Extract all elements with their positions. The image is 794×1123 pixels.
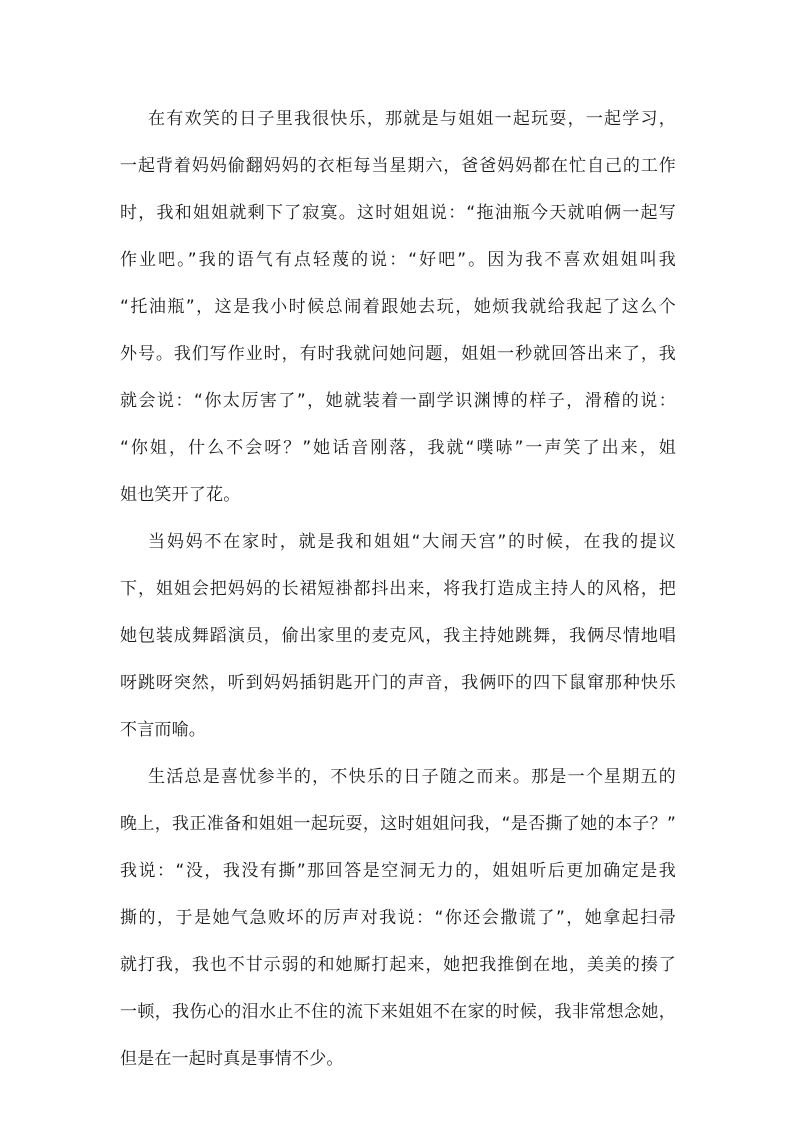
text-line: 时，我和姐姐就剩下了寂寞。这时姐姐说：“拖油瓶今天就咱俩一起写 bbox=[120, 203, 676, 223]
text-line: 晚上，我正准备和姐姐一起玩耍，这时姐姐问我，“是否撕了她的本子？” bbox=[120, 814, 676, 834]
text-line: “托油瓶”，这是我小时候总闹着跟她去玩，她烦我就给我起了这么个 bbox=[120, 297, 676, 317]
paragraph-1 bbox=[120, 96, 676, 519]
text-line: “你姐，什么不会呀？”她话音刚落，我就“噗哧”一声笑了出来，姐 bbox=[120, 438, 676, 458]
text-line: 在有欢笑的日子里我很快乐，那就是与姐姐一起玩耍，一起学习， bbox=[148, 109, 676, 129]
text-line: 当妈妈不在家时，就是我和姐姐“大闹天宫”的时候，在我的提议 bbox=[148, 532, 676, 552]
text-line: 姐也笑开了花。 bbox=[120, 485, 241, 505]
text-line: 撕的，于是她气急败坏的厉声对我说：“你还会撒谎了”，她拿起扫帚 bbox=[120, 908, 676, 928]
text-line: 不言而喻。 bbox=[120, 720, 206, 740]
text-line: 下，姐姐会把妈妈的长裙短褂都抖出来，将我打造成主持人的风格，把 bbox=[120, 579, 676, 599]
text-line: 她包装成舞蹈演员，偷出家里的麦克风，我主持她跳舞，我俩尽情地唱 bbox=[120, 626, 676, 646]
paragraph-3 bbox=[120, 754, 676, 1083]
text-line: 生活总是喜忧参半的，不快乐的日子随之而来。那是一个星期五的 bbox=[148, 767, 676, 787]
text-line: 我说：“没，我没有撕”那回答是空洞无力的，姐姐听后更加确定是我 bbox=[120, 861, 676, 881]
text-line: 外号。我们写作业时，有时我就问她问题，姐姐一秒就回答出来了，我 bbox=[120, 344, 676, 364]
text-line: 呀跳呀突然，听到妈妈插钥匙开门的声音，我俩吓的四下鼠窜那种快乐 bbox=[120, 673, 676, 693]
text-line: 一起背着妈妈偷翻妈妈的衣柜每当星期六，爸爸妈妈都在忙自己的工作 bbox=[120, 156, 676, 176]
text-line: 一顿，我伤心的泪水止不住的流下来姐姐不在家的时候，我非常想念她， bbox=[120, 1002, 676, 1022]
paragraph-2 bbox=[120, 519, 676, 754]
document-body bbox=[120, 96, 676, 1083]
text-line: 作业吧。”我的语气有点轻蔑的说：“好吧”。因为我不喜欢姐姐叫我 bbox=[120, 250, 676, 270]
text-line: 就会说：“你太厉害了”，她就装着一副学识渊博的样子，滑稽的说： bbox=[120, 391, 676, 411]
text-line: 就打我，我也不甘示弱的和她厮打起来，她把我推倒在地，美美的揍了 bbox=[120, 955, 676, 975]
text-line: 但是在一起时真是事情不少。 bbox=[120, 1049, 344, 1069]
